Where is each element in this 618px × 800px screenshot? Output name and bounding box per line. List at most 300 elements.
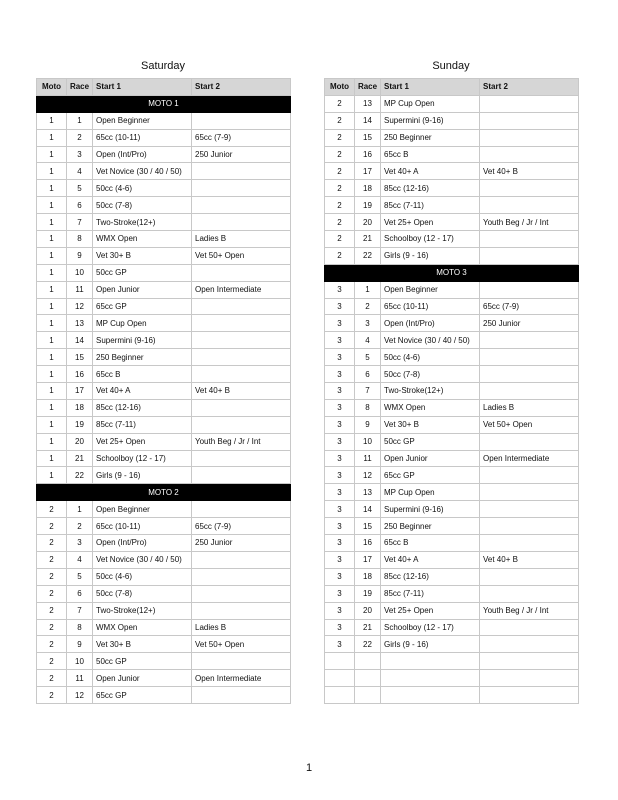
start-2-cell bbox=[480, 180, 579, 197]
start-2-cell bbox=[192, 653, 291, 670]
moto-cell: 3 bbox=[325, 535, 355, 552]
table-row bbox=[325, 636, 579, 653]
table-row bbox=[37, 467, 291, 484]
start-2-cell bbox=[480, 501, 579, 518]
moto-cell: 2 bbox=[325, 163, 355, 180]
race-cell: 19 bbox=[355, 585, 381, 602]
table-row bbox=[37, 332, 291, 349]
start-1-cell: Vet 40+ A bbox=[381, 551, 480, 568]
column-header-moto: Moto bbox=[325, 79, 355, 96]
start-2-cell: Vet 40+ B bbox=[480, 551, 579, 568]
table-row bbox=[37, 551, 291, 568]
start-1-cell: 65cc B bbox=[93, 366, 192, 383]
moto-cell: 2 bbox=[325, 231, 355, 248]
start-2-cell bbox=[192, 332, 291, 349]
start-2-cell bbox=[480, 383, 579, 400]
column-header-start-1: Start 1 bbox=[381, 79, 480, 96]
moto-cell: 1 bbox=[37, 467, 67, 484]
moto-cell: 3 bbox=[325, 585, 355, 602]
start-2-cell bbox=[192, 112, 291, 129]
start-2-cell bbox=[192, 602, 291, 619]
moto-cell: 3 bbox=[325, 602, 355, 619]
start-1-cell: Open Beginner bbox=[93, 112, 192, 129]
moto-cell: 2 bbox=[37, 602, 67, 619]
start-1-cell: Vet 25+ Open bbox=[93, 433, 192, 450]
moto-cell: 3 bbox=[325, 332, 355, 349]
race-cell: 10 bbox=[67, 653, 93, 670]
race-cell: 22 bbox=[355, 636, 381, 653]
start-2-cell: 250 Junior bbox=[192, 146, 291, 163]
start-2-cell: Youth Beg / Jr / Int bbox=[480, 214, 579, 231]
column-header-race: Race bbox=[67, 79, 93, 96]
start-1-cell: 85cc (7-11) bbox=[381, 585, 480, 602]
moto-section-header bbox=[325, 264, 579, 281]
start-1-cell: Open Junior bbox=[93, 670, 192, 687]
start-2-cell bbox=[192, 298, 291, 315]
start-1-cell: Supermini (9-16) bbox=[381, 501, 480, 518]
start-2-cell bbox=[480, 653, 579, 670]
moto-cell bbox=[325, 687, 355, 704]
race-cell bbox=[355, 670, 381, 687]
start-1-cell: MP Cup Open bbox=[93, 315, 192, 332]
race-cell: 20 bbox=[355, 602, 381, 619]
start-1-cell: 85cc (12-16) bbox=[381, 180, 480, 197]
moto-cell: 2 bbox=[325, 214, 355, 231]
moto-cell: 2 bbox=[37, 568, 67, 585]
race-cell: 6 bbox=[355, 366, 381, 383]
table-row bbox=[37, 670, 291, 687]
moto-cell: 3 bbox=[325, 399, 355, 416]
race-cell: 22 bbox=[355, 247, 381, 264]
start-2-cell: Vet 40+ B bbox=[192, 383, 291, 400]
start-1-cell: Open Junior bbox=[93, 281, 192, 298]
race-cell: 3 bbox=[67, 535, 93, 552]
start-1-cell bbox=[381, 653, 480, 670]
start-1-cell: MP Cup Open bbox=[381, 95, 480, 112]
column-header-start-2: Start 2 bbox=[192, 79, 291, 96]
table-header-row bbox=[37, 79, 291, 96]
race-cell: 11 bbox=[355, 450, 381, 467]
table-row bbox=[325, 146, 579, 163]
moto-cell: 3 bbox=[325, 383, 355, 400]
moto-cell: 3 bbox=[325, 450, 355, 467]
race-cell: 3 bbox=[355, 315, 381, 332]
moto-cell: 1 bbox=[37, 332, 67, 349]
start-2-cell bbox=[192, 264, 291, 281]
moto-cell: 1 bbox=[37, 146, 67, 163]
start-1-cell: Vet 25+ Open bbox=[381, 214, 480, 231]
start-1-cell: Open Beginner bbox=[381, 281, 480, 298]
start-2-cell bbox=[480, 349, 579, 366]
race-cell: 10 bbox=[355, 433, 381, 450]
race-cell: 5 bbox=[355, 349, 381, 366]
start-1-cell: 85cc (12-16) bbox=[381, 568, 480, 585]
table-row bbox=[325, 433, 579, 450]
moto-cell: 1 bbox=[37, 433, 67, 450]
race-cell: 8 bbox=[67, 231, 93, 248]
table-row bbox=[325, 501, 579, 518]
moto-cell: 1 bbox=[37, 383, 67, 400]
start-2-cell bbox=[480, 518, 579, 535]
start-1-cell: 50cc (7-8) bbox=[93, 585, 192, 602]
table-row bbox=[325, 535, 579, 552]
moto-cell: 3 bbox=[325, 501, 355, 518]
moto-cell: 2 bbox=[325, 146, 355, 163]
start-2-cell: Youth Beg / Jr / Int bbox=[480, 602, 579, 619]
start-2-cell: Vet 50+ Open bbox=[480, 416, 579, 433]
moto-cell: 1 bbox=[37, 197, 67, 214]
race-cell: 12 bbox=[67, 687, 93, 704]
race-cell: 4 bbox=[67, 551, 93, 568]
moto-cell: 2 bbox=[37, 653, 67, 670]
moto-cell: 2 bbox=[325, 180, 355, 197]
table-row bbox=[37, 416, 291, 433]
moto-cell: 2 bbox=[37, 619, 67, 636]
race-cell: 17 bbox=[67, 383, 93, 400]
start-1-cell: 65cc (10-11) bbox=[381, 298, 480, 315]
table-row bbox=[325, 214, 579, 231]
start-1-cell: Open Beginner bbox=[93, 501, 192, 518]
race-cell: 8 bbox=[355, 399, 381, 416]
moto-cell: 3 bbox=[325, 349, 355, 366]
start-2-cell bbox=[192, 501, 291, 518]
start-1-cell: 65cc GP bbox=[93, 687, 192, 704]
start-2-cell bbox=[192, 163, 291, 180]
table-row bbox=[37, 247, 291, 264]
moto-section-header bbox=[37, 484, 291, 501]
column-header-start-1: Start 1 bbox=[93, 79, 192, 96]
moto-cell: 2 bbox=[37, 670, 67, 687]
start-2-cell bbox=[480, 670, 579, 687]
moto-section-label: MOTO 1 bbox=[37, 95, 291, 112]
table-row bbox=[37, 636, 291, 653]
race-cell: 4 bbox=[355, 332, 381, 349]
start-1-cell: Schoolboy (12 - 17) bbox=[381, 619, 480, 636]
start-1-cell: 250 Beginner bbox=[93, 349, 192, 366]
moto-cell: 1 bbox=[37, 349, 67, 366]
race-cell: 1 bbox=[67, 112, 93, 129]
start-1-cell: Vet 30+ B bbox=[93, 247, 192, 264]
moto-cell bbox=[325, 670, 355, 687]
table-row bbox=[37, 653, 291, 670]
start-2-cell bbox=[192, 349, 291, 366]
table-row bbox=[37, 112, 291, 129]
race-cell: 7 bbox=[67, 214, 93, 231]
table-row bbox=[325, 416, 579, 433]
start-1-cell: MP Cup Open bbox=[381, 484, 480, 501]
start-2-cell bbox=[480, 619, 579, 636]
race-cell: 2 bbox=[67, 518, 93, 535]
race-cell: 18 bbox=[67, 399, 93, 416]
start-2-cell: Youth Beg / Jr / Int bbox=[192, 433, 291, 450]
race-cell: 12 bbox=[355, 467, 381, 484]
start-2-cell bbox=[192, 585, 291, 602]
table-row bbox=[325, 484, 579, 501]
moto-cell: 2 bbox=[37, 551, 67, 568]
start-1-cell: 50cc (7-8) bbox=[381, 366, 480, 383]
race-cell: 7 bbox=[355, 383, 381, 400]
start-1-cell: Girls (9 - 16) bbox=[381, 636, 480, 653]
race-cell: 13 bbox=[67, 315, 93, 332]
start-1-cell: Two-Stroke(12+) bbox=[93, 602, 192, 619]
moto-cell: 1 bbox=[37, 129, 67, 146]
table-row bbox=[37, 501, 291, 518]
race-cell: 18 bbox=[355, 180, 381, 197]
moto-cell: 1 bbox=[37, 399, 67, 416]
moto-section-label: MOTO 2 bbox=[37, 484, 291, 501]
table-row bbox=[325, 568, 579, 585]
race-cell: 15 bbox=[355, 129, 381, 146]
table-row bbox=[325, 247, 579, 264]
table-row bbox=[325, 383, 579, 400]
start-2-cell bbox=[480, 636, 579, 653]
moto-cell: 3 bbox=[325, 568, 355, 585]
start-2-cell bbox=[192, 568, 291, 585]
table-row bbox=[325, 399, 579, 416]
moto-cell bbox=[325, 653, 355, 670]
table-row bbox=[37, 585, 291, 602]
column-header-moto: Moto bbox=[37, 79, 67, 96]
table-row bbox=[37, 281, 291, 298]
start-1-cell: Schoolboy (12 - 17) bbox=[381, 231, 480, 248]
start-1-cell: 85cc (12-16) bbox=[93, 399, 192, 416]
table-row bbox=[37, 315, 291, 332]
table-row bbox=[325, 231, 579, 248]
race-cell: 5 bbox=[67, 568, 93, 585]
start-2-cell: Open Intermediate bbox=[192, 670, 291, 687]
race-cell: 16 bbox=[67, 366, 93, 383]
start-1-cell: Open (Int/Pro) bbox=[381, 315, 480, 332]
start-1-cell: 50cc (7-8) bbox=[93, 197, 192, 214]
table-row bbox=[325, 349, 579, 366]
moto-cell: 3 bbox=[325, 484, 355, 501]
start-1-cell: Vet Novice (30 / 40 / 50) bbox=[381, 332, 480, 349]
start-2-cell bbox=[480, 146, 579, 163]
moto-cell: 1 bbox=[37, 247, 67, 264]
table-row bbox=[325, 551, 579, 568]
table-row bbox=[325, 163, 579, 180]
race-cell: 17 bbox=[355, 551, 381, 568]
moto-cell: 1 bbox=[37, 366, 67, 383]
start-2-cell bbox=[480, 332, 579, 349]
moto-cell: 2 bbox=[325, 197, 355, 214]
start-2-cell bbox=[480, 366, 579, 383]
moto-cell: 1 bbox=[37, 163, 67, 180]
start-2-cell: Ladies B bbox=[192, 619, 291, 636]
race-cell: 14 bbox=[355, 112, 381, 129]
start-2-cell: Vet 40+ B bbox=[480, 163, 579, 180]
table-row bbox=[37, 366, 291, 383]
start-2-cell bbox=[480, 433, 579, 450]
start-1-cell: 50cc GP bbox=[93, 653, 192, 670]
table-row bbox=[37, 602, 291, 619]
moto-cell: 3 bbox=[325, 551, 355, 568]
table-row bbox=[325, 298, 579, 315]
start-2-cell: 65cc (7-9) bbox=[480, 298, 579, 315]
race-cell: 11 bbox=[67, 281, 93, 298]
start-1-cell: Vet 25+ Open bbox=[381, 602, 480, 619]
start-1-cell: Open (Int/Pro) bbox=[93, 146, 192, 163]
start-2-cell bbox=[192, 214, 291, 231]
start-1-cell bbox=[381, 687, 480, 704]
start-1-cell: 250 Beginner bbox=[381, 129, 480, 146]
start-1-cell: WMX Open bbox=[93, 231, 192, 248]
race-cell: 21 bbox=[355, 619, 381, 636]
start-1-cell: Vet 40+ A bbox=[93, 383, 192, 400]
moto-cell: 3 bbox=[325, 315, 355, 332]
start-2-cell: Vet 50+ Open bbox=[192, 636, 291, 653]
race-cell: 12 bbox=[67, 298, 93, 315]
race-cell: 21 bbox=[67, 450, 93, 467]
table-row bbox=[325, 180, 579, 197]
race-cell bbox=[355, 687, 381, 704]
table-row bbox=[37, 383, 291, 400]
race-cell: 11 bbox=[67, 670, 93, 687]
moto-cell: 1 bbox=[37, 416, 67, 433]
race-cell: 18 bbox=[355, 568, 381, 585]
start-1-cell: 50cc (4-6) bbox=[93, 180, 192, 197]
start-2-cell bbox=[480, 687, 579, 704]
start-1-cell: Two-Stroke(12+) bbox=[93, 214, 192, 231]
moto-cell: 2 bbox=[37, 687, 67, 704]
moto-cell: 2 bbox=[325, 247, 355, 264]
start-1-cell: WMX Open bbox=[93, 619, 192, 636]
start-2-cell: Ladies B bbox=[480, 399, 579, 416]
start-2-cell bbox=[480, 281, 579, 298]
start-1-cell: 65cc B bbox=[381, 535, 480, 552]
race-cell: 9 bbox=[355, 416, 381, 433]
race-cell bbox=[355, 653, 381, 670]
start-2-cell: Vet 50+ Open bbox=[192, 247, 291, 264]
start-1-cell: 85cc (7-11) bbox=[381, 197, 480, 214]
start-2-cell bbox=[192, 366, 291, 383]
race-cell: 19 bbox=[355, 197, 381, 214]
race-cell: 16 bbox=[355, 535, 381, 552]
start-1-cell: 50cc (4-6) bbox=[93, 568, 192, 585]
table-row bbox=[325, 602, 579, 619]
moto-cell: 3 bbox=[325, 281, 355, 298]
table-row bbox=[37, 619, 291, 636]
table-row bbox=[325, 653, 579, 670]
race-cell: 6 bbox=[67, 585, 93, 602]
race-cell: 15 bbox=[67, 349, 93, 366]
start-1-cell: Open (Int/Pro) bbox=[93, 535, 192, 552]
moto-cell: 2 bbox=[37, 518, 67, 535]
start-1-cell: 65cc (10-11) bbox=[93, 518, 192, 535]
start-1-cell: Supermini (9-16) bbox=[93, 332, 192, 349]
start-2-cell bbox=[480, 231, 579, 248]
start-1-cell: Girls (9 - 16) bbox=[381, 247, 480, 264]
start-2-cell bbox=[480, 247, 579, 264]
start-2-cell: 65cc (7-9) bbox=[192, 129, 291, 146]
moto-cell: 3 bbox=[325, 619, 355, 636]
race-cell: 2 bbox=[67, 129, 93, 146]
sunday-schedule-table bbox=[324, 78, 579, 704]
start-2-cell bbox=[480, 568, 579, 585]
table-row bbox=[325, 585, 579, 602]
race-cell: 13 bbox=[355, 484, 381, 501]
table-row bbox=[37, 129, 291, 146]
table-row bbox=[37, 264, 291, 281]
race-cell: 6 bbox=[67, 197, 93, 214]
moto-cell: 1 bbox=[37, 112, 67, 129]
moto-cell: 1 bbox=[37, 281, 67, 298]
table-header-row bbox=[325, 79, 579, 96]
start-2-cell bbox=[192, 180, 291, 197]
table-row bbox=[325, 112, 579, 129]
column-header-race: Race bbox=[355, 79, 381, 96]
start-2-cell bbox=[192, 687, 291, 704]
race-cell: 8 bbox=[67, 619, 93, 636]
moto-section-header bbox=[37, 95, 291, 112]
start-2-cell: Ladies B bbox=[192, 231, 291, 248]
moto-cell: 3 bbox=[325, 366, 355, 383]
start-2-cell: 250 Junior bbox=[480, 315, 579, 332]
race-cell: 2 bbox=[355, 298, 381, 315]
start-1-cell: 250 Beginner bbox=[381, 518, 480, 535]
start-1-cell: Open Junior bbox=[381, 450, 480, 467]
table-row bbox=[325, 281, 579, 298]
moto-cell: 1 bbox=[37, 450, 67, 467]
start-2-cell bbox=[480, 585, 579, 602]
race-cell: 9 bbox=[67, 636, 93, 653]
race-cell: 3 bbox=[67, 146, 93, 163]
table-row bbox=[37, 197, 291, 214]
start-1-cell: 50cc GP bbox=[93, 264, 192, 281]
saturday-schedule-table bbox=[36, 78, 291, 704]
race-cell: 13 bbox=[355, 95, 381, 112]
moto-cell: 3 bbox=[325, 298, 355, 315]
table-row bbox=[37, 433, 291, 450]
table-row bbox=[325, 467, 579, 484]
sunday-title: Sunday bbox=[432, 60, 470, 72]
start-1-cell: Supermini (9-16) bbox=[381, 112, 480, 129]
start-2-cell: Open Intermediate bbox=[480, 450, 579, 467]
start-1-cell: Two-Stroke(12+) bbox=[381, 383, 480, 400]
start-2-cell bbox=[192, 197, 291, 214]
moto-cell: 2 bbox=[37, 535, 67, 552]
start-1-cell bbox=[381, 670, 480, 687]
moto-cell: 1 bbox=[37, 180, 67, 197]
start-1-cell: 50cc GP bbox=[381, 433, 480, 450]
table-row bbox=[37, 180, 291, 197]
start-2-cell: 65cc (7-9) bbox=[192, 518, 291, 535]
saturday-title: Saturday bbox=[140, 60, 186, 72]
table-row bbox=[325, 450, 579, 467]
table-row bbox=[325, 670, 579, 687]
race-cell: 9 bbox=[67, 247, 93, 264]
race-cell: 7 bbox=[67, 602, 93, 619]
moto-cell: 1 bbox=[37, 315, 67, 332]
race-cell: 21 bbox=[355, 231, 381, 248]
start-1-cell: Schoolboy (12 - 17) bbox=[93, 450, 192, 467]
race-cell: 1 bbox=[355, 281, 381, 298]
moto-cell: 1 bbox=[37, 231, 67, 248]
moto-cell: 3 bbox=[325, 518, 355, 535]
race-cell: 5 bbox=[67, 180, 93, 197]
column-header-start-2: Start 2 bbox=[480, 79, 579, 96]
moto-cell: 2 bbox=[325, 112, 355, 129]
start-2-cell bbox=[480, 535, 579, 552]
table-row bbox=[325, 518, 579, 535]
start-2-cell bbox=[192, 551, 291, 568]
moto-cell: 3 bbox=[325, 416, 355, 433]
moto-cell: 3 bbox=[325, 467, 355, 484]
race-cell: 20 bbox=[67, 433, 93, 450]
start-1-cell: 85cc (7-11) bbox=[93, 416, 192, 433]
start-2-cell bbox=[192, 399, 291, 416]
moto-cell: 2 bbox=[325, 129, 355, 146]
